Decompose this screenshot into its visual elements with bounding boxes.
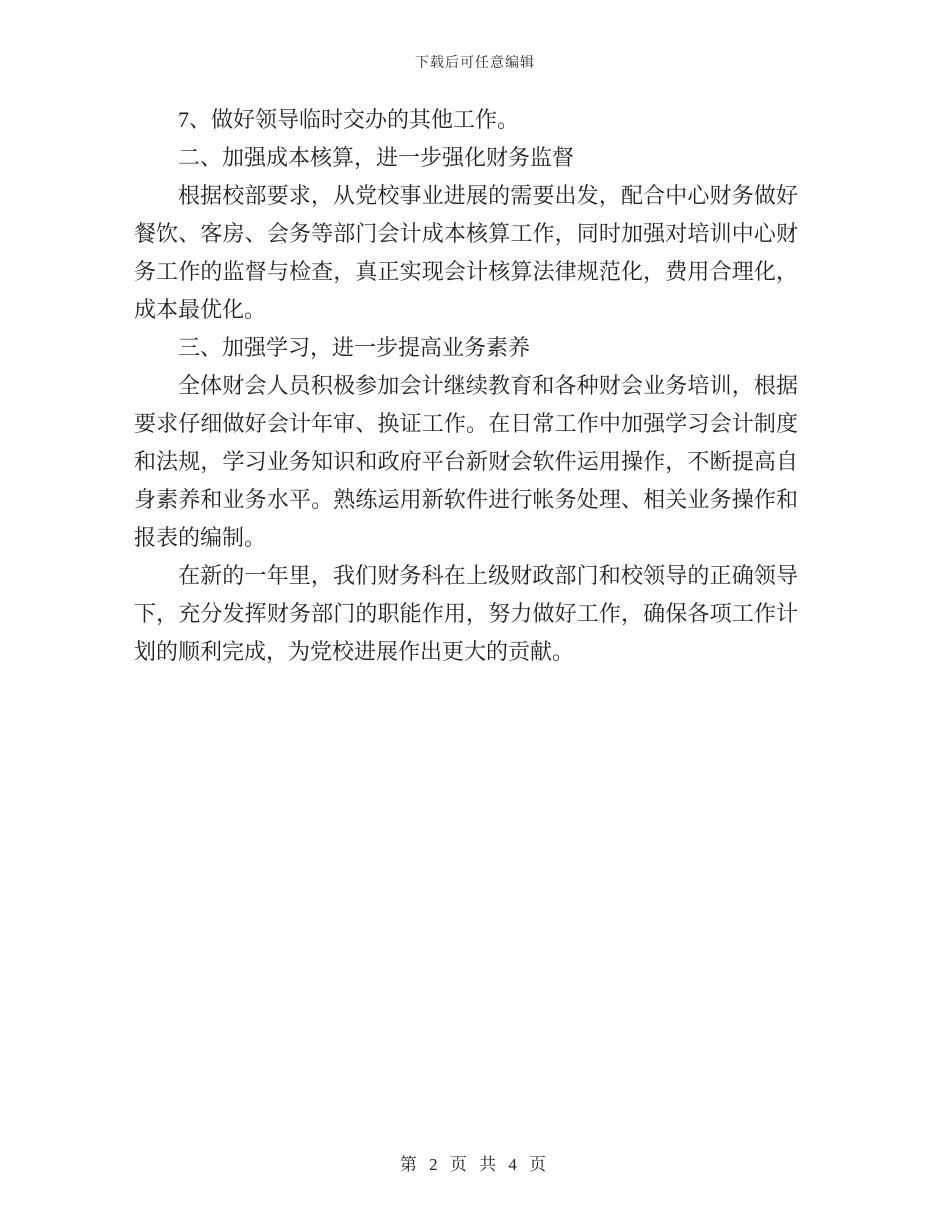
- paragraph-section-heading: 二、加强成本核算，进一步强化财务监督: [178, 145, 575, 170]
- paragraph: 全体财会人员积极参加会计继续教育和各种财会业务培训，根据要求仔细做好会计年审、换证工作。在日常工作中加强学习会计制度和法规，学习业务知识和政府平台新财会软件运用操作，不断提高自身素养和业务水平。熟练运用新软件进行帐务处理、相关业务操作和报表的编制。: [134, 373, 798, 550]
- paragraph: 在新的一年里，我们财务科在上级财政部门和校领导的正确领导下，充分发挥财务部门的职能作用，努力做好工作，确保各项工作计划的顺利完成，为党校进展作出更大的贡献。: [134, 563, 798, 664]
- paragraph: 根据校部要求，从党校事业进展的需要出发，配合中心财务做好餐饮、客房、会务等部门会计成本核算工作，同时加强对培训中心财务工作的监督与检查，真正实现会计核算法律规范化，费用合理化，成本最优化。: [134, 183, 798, 322]
- paragraph-section-heading: 三、加强学习，进一步提高业务素养: [178, 335, 531, 360]
- footer-page-number: 第 2 页 共 4 页: [399, 1155, 551, 1174]
- document-body: [134, 101, 798, 671]
- paragraph: 7、做好领导临时交办的其他工作。: [178, 107, 520, 132]
- header-note: 下载后可任意编辑: [415, 56, 535, 71]
